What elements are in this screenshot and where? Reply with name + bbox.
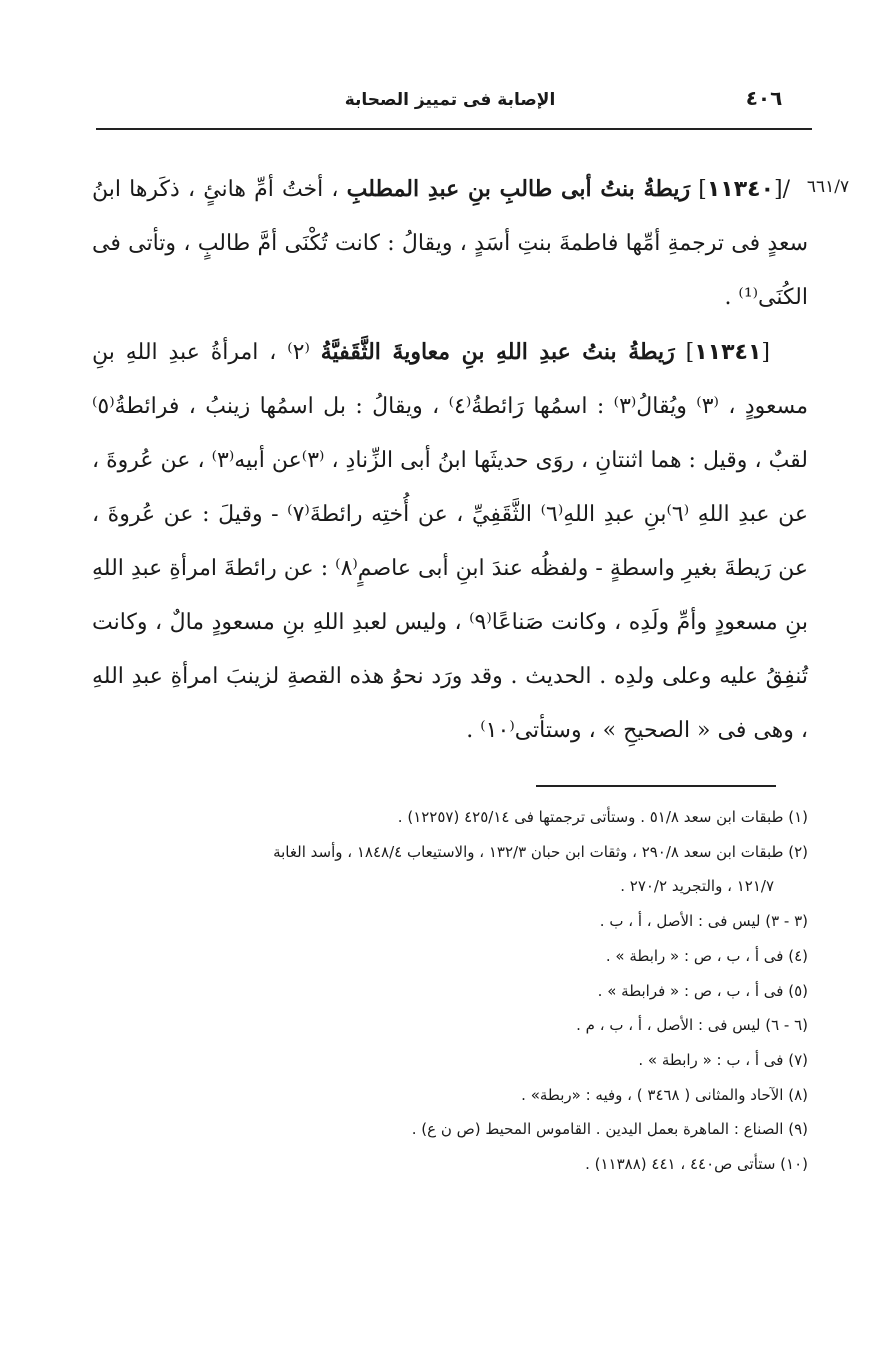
entry-bracket: ] — [698, 177, 707, 202]
footnote: (٨) الآحاد والمثانى ( ٣٤٦٨ ) ، وفيه : «ربطة» . — [521, 1085, 808, 1104]
entry-number: ١١٣٤١ — [694, 340, 762, 365]
footnote: (٧) فى أ ، ب : « رابطة » . — [638, 1050, 808, 1069]
header-rule — [96, 128, 812, 130]
footnote: (٥) فى أ ، ب ، ص : « فرابطة » . — [597, 981, 808, 1000]
page-number: ٤٠٦ — [745, 86, 783, 110]
entry-prefix: [ — [761, 340, 770, 365]
entry-name: رَيطةُ بنتُ عبدِ اللهِ بنِ معاويةَ الثَّقَفيَّةُ — [320, 339, 675, 365]
entry-11341 — [92, 325, 808, 758]
footnotes — [96, 800, 808, 1182]
footnote-continuation: ١٢١/٧ ، والتجريد ٢٧٠/٢ . — [620, 877, 774, 896]
entry-name: رَيطةُ بنتُ أبى طالبِ بنِ عبدِ المطلبِ — [346, 176, 691, 202]
footnote: (٢) طبقات ابن سعد ٢٩٠/٨ ، وثقات ابن حبان ١٣٢/٣ ، والاستيعاب ١٨٤٨/٤ ، وأسد الغابة — [273, 842, 808, 861]
running-title: الإصابة فى تمييز الصحابة — [344, 90, 556, 110]
footnote: (٦ - ٦) ليس فى : الأصل ، أ ، ب ، م . — [576, 1016, 808, 1035]
entry-prefix: /[ — [774, 177, 790, 202]
margin-volume-reference: ٦٦١/٧ — [806, 177, 850, 197]
entry-bracket: ] — [685, 340, 695, 365]
footnote: (١) طبقات ابن سعد ٥١/٨ . وستأتى ترجمتها فى ٤٢٥/١٤ (١٢٢٥٧) . — [397, 808, 808, 826]
entry-text: ⁽٢⁾ ، امرأةُ عبدِ اللهِ بنِ مسعودٍ ، ⁽٣⁾ ويُقالُ⁽٣⁾ : اسمُها رَائطةُ⁽٤⁾ ، ويقالُ : بل اسمُها زينبُ ، فرائطةُ⁽٥⁾ لقبٌ ، وقيل : هما اثنتانِ ، روَى حديثَها ابنُ أبى الزِّنادِ ، ⁽٣⁾عن أبيه⁽٣⁾ ، عن عُروةَ ، عن عبدِ اللهِ ⁽٦⁾بنِ عبدِ اللهِ⁽٦⁾ الثَّقَفِيِّ ، عن أُختِه رائطةَ⁽٧⁾ - وقيلَ : عن عُروةَ ، عن رَيطةَ بغيرِ واسطةٍ - ولفظُه عندَ ابنِ أبى عاصمٍ⁽٨⁾ : عن رائطةَ امرأةِ عبدِ اللهِ بنِ مسعودٍ وأمِّ ولَدِه ، وكانت صَناعًا⁽٩⁾ ، وليس لعبدِ اللهِ بنِ مسعودٍ مالٌ ، وكانت تُنفِقُ عليه وعلى ولدِه . الحديث . وقد ورَد نحوُ هذه القصةِ لزينبَ امرأةِ عبدِ اللهِ ، وهى فى « الصحيحِ » ، وستأتى⁽١٠⁾ . — [92, 340, 809, 743]
entry-11340 — [92, 162, 808, 325]
footnote-separator — [536, 785, 776, 787]
footnote: (٣ - ٣) ليس فى : الأصل ، أ ، ب . — [599, 912, 808, 931]
footnote: (٩) الصناع : الماهرة بعمل اليدين . القاموس المحيط (ص ن ع) . — [411, 1120, 808, 1139]
entry-number: ١١٣٤٠ — [706, 177, 774, 202]
footnote: (١٠) ستأتى ص٤٤٠ ، ٤٤١ (١١٣٨٨) . — [585, 1155, 808, 1174]
main-text — [92, 162, 808, 758]
entry-text: ، أختُ أمِّ هانئٍ ، ذكَرها ابنُ سعدٍ فى ترجمةِ أمِّها فاطمةَ بنتِ أسَدٍ ، ويقالُ : كانت تُكْنَى أمَّ طالبٍ ، وتأتى فى الكُنَى⁽¹⁾ . — [92, 177, 808, 310]
footnote: (٤) فى أ ، ب ، ص : « رابطة » . — [605, 946, 808, 965]
